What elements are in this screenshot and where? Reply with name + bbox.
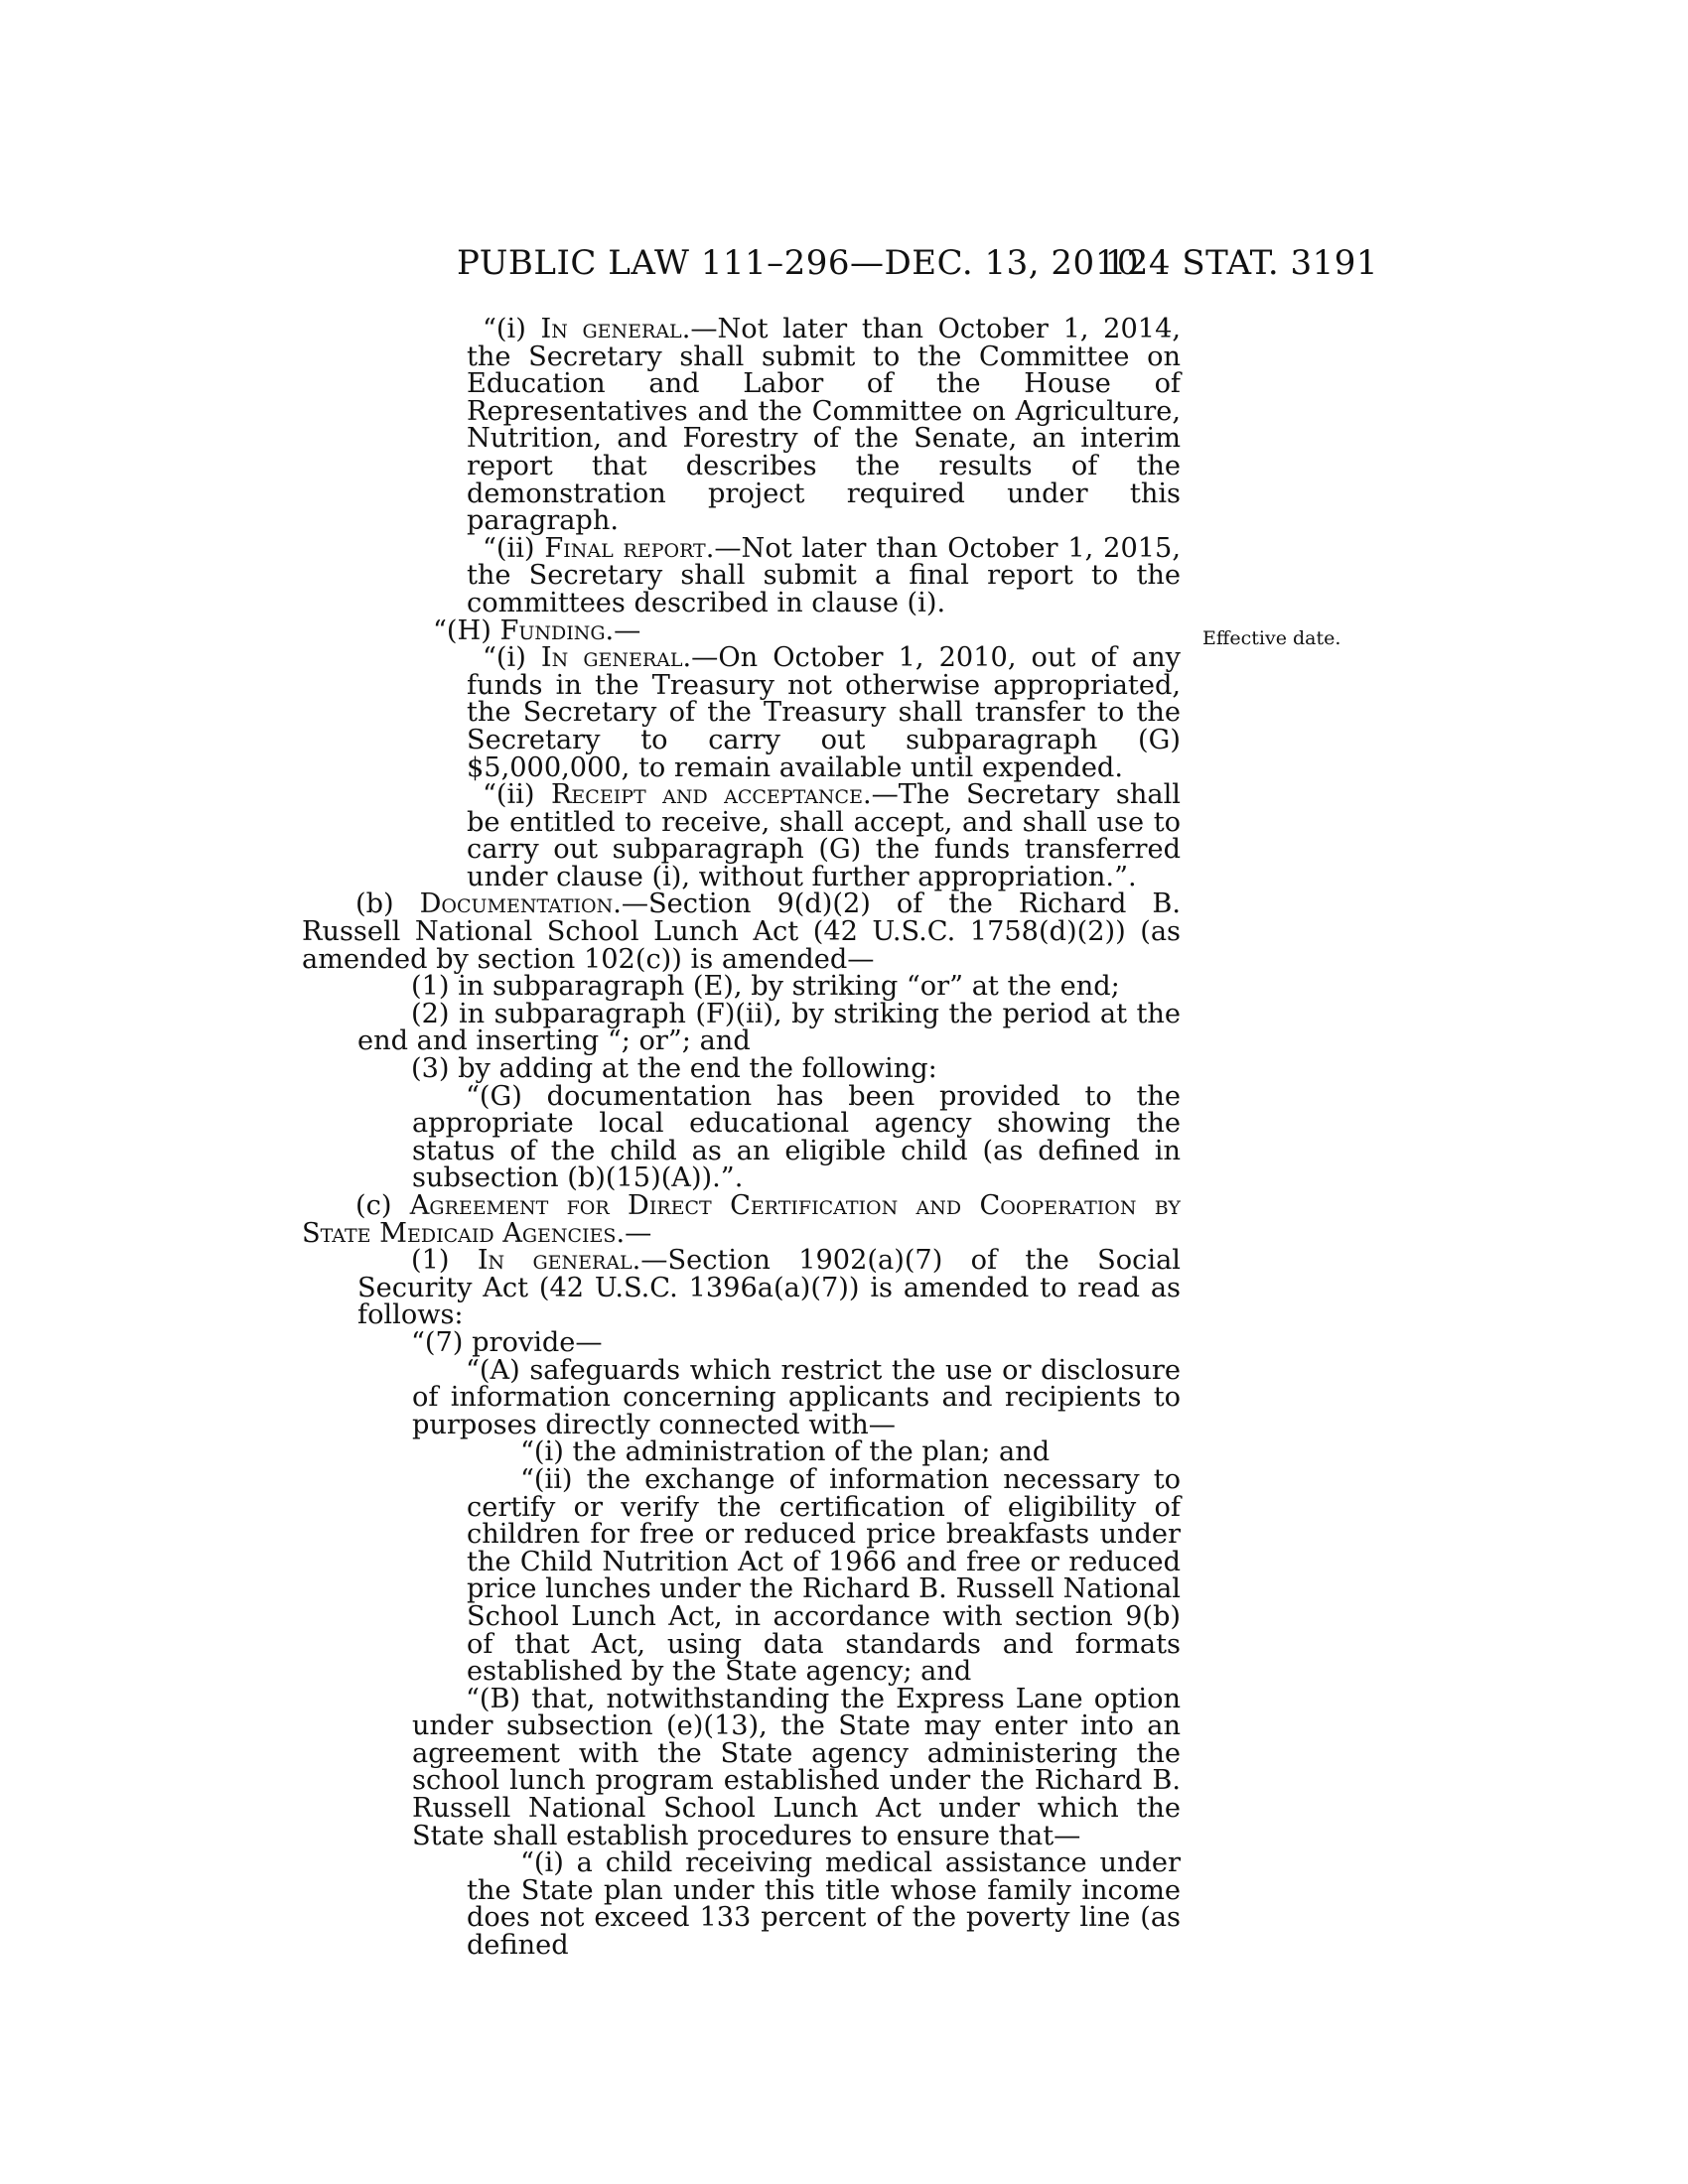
paragraph-b-documentation [302,890,1181,973]
paragraph-text: .— [605,614,641,646]
paragraph-text: .—The Secretary shall be entitled to receive, shall accept, and shall use to carry out subparagraph (G) the funds transferred under clause (i), without further appropriation.”. [467,779,1181,892]
paragraph-text: .—Section 1902(a)(7) of the Social Security Act (42 U.S.C. 1396a(a)(7)) is amended to read as follows: [357,1245,1181,1331]
paragraph-h-ii-receipt [302,781,1181,890]
paragraph-text: provide— [472,1326,603,1358]
running-header-page-number: 124 STAT. 3191 [1104,243,1378,283]
paragraph-designator: (c) [355,1190,410,1221]
paragraph-text: in subparagraph (F)(ii), by striking the period at the end and inserting “; or”; and [357,998,1181,1057]
paragraph-heading: Receipt and acceptance [550,779,863,811]
paragraph-b-1 [302,973,1181,1001]
paragraph-designator: “(G) [466,1080,547,1112]
paragraph-heading: Documentation [419,888,614,920]
paragraph-designator: (2) [411,998,459,1029]
paragraph-designator: “(i) [520,1436,573,1468]
paragraph-designator: (1) [411,971,459,1003]
paragraph-text: the administration of the plan; and [572,1436,1051,1468]
paragraph-c-agreement [302,1192,1181,1247]
paragraph-heading: In general [540,314,682,344]
paragraph-designator: “(A) [466,1354,530,1386]
paragraph-b-2 [302,998,1181,1057]
paragraph-c-7-b-i [302,1847,1181,1962]
paragraph-text: the exchange of information necessary to certify or verify the certification of eligibility of children for free or reduced price breakfasts under the Child Nutrition Act of 1966 and free or reduced price lunches under the Richard B. Russell National School Lunch Act, in accordance with section 9(b) of that Act, using data standards and formats established by the State agency; and [467,1463,1181,1688]
paragraph-designator: “(B) [466,1683,532,1714]
paragraph-g-ii-final [302,532,1181,618]
statute-body [302,316,1181,1960]
paragraph-text: in subparagraph (E), by striking “or” at the end; [458,971,1120,1003]
paragraph-text: by adding at the end the following: [458,1053,937,1085]
paragraph-c-7-b [302,1683,1182,1851]
paragraph-text: .—On October 1, 2010, out of any funds in the Treasury not otherwise appropriated, the Secretary of the Treasury shall transfer to the Secretary to carry out subparagraph (G) $5,000,000, to remain available until expended. [467,642,1181,783]
paragraph-c-1 [302,1247,1181,1329]
paragraph-text: that, notwithstanding the Express Lane option under subsection (e)(13), the State may enter into an agreement with the State agency administering the school lunch program established under the Richard B. Russell National School Lunch Act under which the State shall establish procedures to ensure that— [412,1683,1182,1851]
paragraph-heading: In general [540,642,683,674]
paragraph-designator: “(7) [411,1326,473,1358]
paragraph-designator: “(H) [433,614,500,646]
paragraph-heading: Final report [544,532,706,564]
paragraph-c-7-a-ii [302,1463,1181,1688]
paragraph-heading: Agreement for Direct Certification and Cooperation by State Medicaid Agencies [302,1190,1181,1249]
paragraph-designator: “(i) [520,1847,577,1879]
paragraph-heading: In general [477,1245,633,1277]
paragraph-text: a child receiving medical assistance under the State plan under this title whose family income does not exceed 133 percent of the poverty line (as defined [467,1847,1181,1962]
paragraph-g-i-general [302,316,1181,535]
paragraph-h-i-general [302,644,1181,781]
paragraph-designator: “(ii) [483,779,551,811]
paragraph-b-3 [302,1055,1181,1083]
paragraph-designator: (3) [411,1053,459,1085]
paragraph-text: .—Section 9(d)(2) of the Richard B. Russell National School Lunch Act (42 U.S.C. 1758(d)(2)) (as amended by section 102(c)) is amended— [302,888,1181,975]
paragraph-heading: Funding [499,614,606,646]
paragraph-b-3-g [302,1080,1181,1194]
running-header-title: PUBLIC LAW 111–296—DEC. 13, 2010 [457,243,1139,283]
paragraph-c-7-a [302,1354,1181,1440]
paragraph-text: .—Not later than October 1, 2014, the Secretary shall submit to the Committee on Education and Labor of the House of Representatives and the Committee on Agriculture, Nutrition, and Forestry of the Senate, an interim report that describes the results of the demonstration project required under this paragraph. [467,314,1182,537]
paragraph-text: .—Not later than October 1, 2015, the Secretary shall submit a final report to the committees described in clause (i). [467,532,1181,618]
paragraph-designator: (1) [411,1245,478,1277]
paragraph-designator: “(ii) [483,532,545,564]
paragraph-text: .— [616,1217,652,1249]
paragraph-designator: (b) [355,888,420,920]
paragraph-text: safeguards which restrict the use or disclosure of information concerning applicants and recipients to purposes directly connected with— [412,1354,1181,1440]
paragraph-text: documentation has been provided to the appropriate local educational agency showing the status of the child as an eligible child (as defined in subsection (b)(15)(A)).”. [412,1080,1181,1194]
paragraph-designator: “(i) [483,642,541,674]
paragraph-c-7-a-i [302,1438,1181,1466]
margin-note-effective-date: Effective date. [1202,627,1341,649]
paragraph-c-7 [302,1326,1181,1358]
paragraph-h-funding [302,614,1181,646]
paragraph-designator: “(ii) [520,1463,587,1495]
paragraph-designator: “(i) [483,314,541,344]
